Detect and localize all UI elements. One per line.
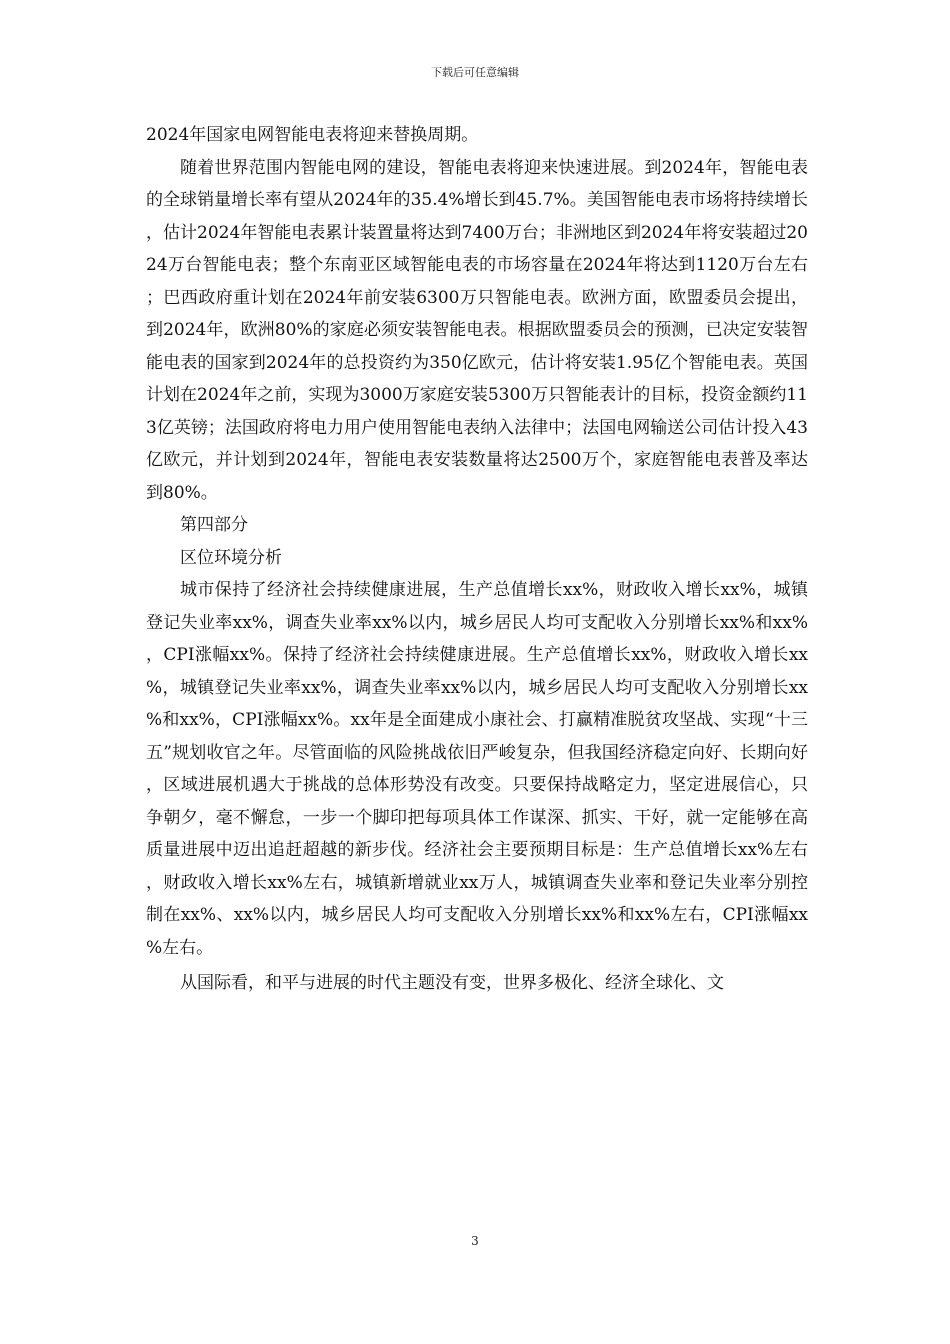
paragraph-1: 2024年国家电网智能电表将迎来替换周期。: [146, 125, 479, 145]
page-header-note: 下载后可任意编辑: [431, 66, 519, 79]
paragraph-2: 随着世界范围内智能电网的建设，智能电表将迎来快速进展。到2024年，智能电表的全球销量增长率有望从2024年的35.4%增长到45.7%。美国智能电表市场将持续增长，估计2024年智能电表累计装置量将达到7400万台；非洲地区到2024年将安装超过2024万台智能电表；整个东南亚区域智能电表的市场容量在2024年将达到1120万台左右；巴西政府重计划在2024年前安装6300万只智能电表。欧洲方面，欧盟委员会提出，到2024年，欧洲80%的家庭必须安装智能电表。根据欧盟委员会的预测，已决定安装智能电表的国家到2024年的总投资约为350亿欧元，估计将安装1.95亿个智能电表。英国计划在2024年之前，实现为3000万家庭安装5300万只智能表计的目标，投资金额约113亿英镑；法国政府将电力用户使用智能电表纳入法律中；法国电网输送公司估计投入43亿欧元，并计划到2024年，智能电表安装数量将达2500万个，家庭智能电表普及率达到80%。: [146, 157, 808, 503]
paragraph-4: 从国际看，和平与进展的时代主题没有变，世界多极化、经济全球化、文: [180, 973, 724, 993]
page-number: 3: [471, 1234, 479, 1248]
paragraph-3: 城市保持了经济社会持续健康进展，生产总值增长xx%，财政收入增长xx%，城镇登记失业率xx%，调查失业率xx%以内，城乡居民人均可支配收入分别增长xx%和xx%，CPI涨幅xx%。保持了经济社会持续健康进展。生产总值增长xx%，财政收入增长xx%，城镇登记失业率xx%，调查失业率xx%以内，城乡居民人均可支配收入分别增长xx%和xx%，CPI涨幅xx%。xx年是全面建成小康社会、打赢精准脱贫攻坚战、实现“十三五”规划收官之年。尽管面临的风险挑战依旧严峻复杂，但我国经济稳定向好、长期向好，区域进展机遇大于挑战的总体形势没有改变。只要保持战略定力，坚定进展信心，只争朝夕，毫不懈怠，一步一个脚印把每项具体工作谋深、抓实、干好，就一定能够在高质量进展中迈出追赶超越的新步伐。经济社会主要预期目标是：生产总值增长xx%左右，财政收入增长xx%左右，城镇新增就业xx万人，城镇调查失业率和登记失业率分别控制在xx%、xx%以内，城乡居民人均可支配收入分别增长xx%和xx%左右，CPI涨幅xx%左右。: [146, 580, 808, 958]
section-heading-location-analysis: 区位环境分析: [180, 547, 282, 568]
document-body: [146, 119, 808, 1000]
section-heading-part-four: 第四部分: [180, 515, 248, 535]
